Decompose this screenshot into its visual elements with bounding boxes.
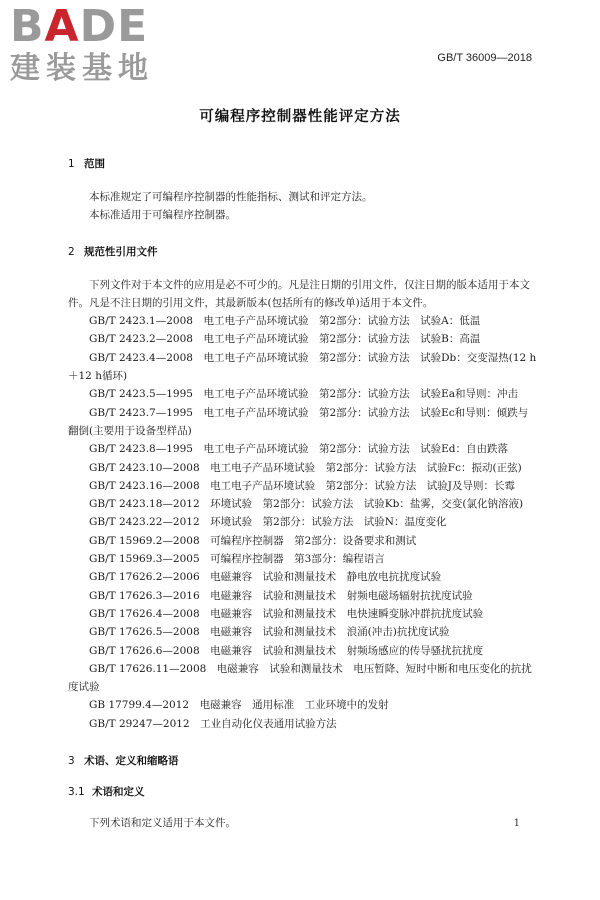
bade-logo — [10, 1, 180, 86]
reference-item: GB/T 2423.1—2008 电工电子产品环境试验 第2部分：试验方法 试验A：低温 — [89, 315, 481, 328]
reference-item: GB/T 2423.22—2012 环境试验 第2部分：试验方法 试验N：温度变化 — [89, 516, 447, 529]
document-title: 可编程序控制器性能评定方法 — [199, 109, 401, 125]
reference-item: GB/T 2423.18—2012 环境试验 第2部分：试验方法 试验Kb：盐雾，交变(氯化钠溶液) — [89, 498, 524, 511]
paragraph: 下列文件对于本文件的应用是必不可少的。凡是注日期的引用文件，仅注日期的版本适用于本文件。凡是不注日期的引用文件，其最新版本(包括所有的修改单)适用于本文件。 — [68, 278, 530, 309]
reference-item: GB/T 17626.5—2008 电磁兼容 试验和测量技术 浪涌(冲击)抗扰度试验 — [89, 626, 450, 639]
reference-item: GB/T 29247—2012 工业自动化仪表通用试验方法 — [89, 717, 337, 730]
reference-item: GB/T 17626.2—2006 电磁兼容 试验和测量技术 静电放电抗扰度试验 — [89, 571, 442, 584]
reference-item: GB/T 2423.4—2008 电工电子产品环境试验 第2部分：试验方法 试验Db：交变湿热(12 h＋12 h循环) — [68, 351, 537, 383]
reference-item: GB/T 15969.2—2008 可编程序控制器 第2部分：设备要求和测试 — [89, 534, 417, 547]
paragraph: 下列术语和定义适用于本文件。 — [89, 817, 236, 830]
page-number: 1 — [513, 818, 520, 829]
paragraph: 本标准规定了可编程序控制器的性能指标、测试和评定方法。 — [89, 191, 373, 203]
document-body — [68, 150, 538, 832]
section-heading-normative: 2 规范性引用文件 — [68, 245, 158, 258]
subsection-heading-terms-definitions: 3.1 术语和定义 — [68, 786, 145, 799]
reference-item: GB/T 2423.8—1995 电工电子产品环境试验 第2部分：试验方法 试验Ed：自由跌落 — [89, 443, 509, 456]
reference-item: GB/T 2423.7—1995 电工电子产品环境试验 第2部分：试验方法 试验Ec和导则：倾跌与翻倒(主要用于设备型样品) — [68, 406, 529, 437]
scope-paragraphs — [68, 188, 538, 225]
reference-list — [68, 276, 538, 733]
reference-item: GB/T 17626.11—2008 电磁兼容 试验和测量技术 电压暂降、短时中断和电压变化的抗扰度试验 — [68, 662, 532, 694]
reference-item: GB/T 17626.3—2016 电磁兼容 试验和测量技术 射频电磁场辐射抗扰度试验 — [89, 589, 473, 602]
reference-item: GB/T 17626.6—2008 电磁兼容 试验和测量技术 射频场感应的传导骚扰抗扰度 — [89, 644, 484, 657]
reference-item: GB/T 15969.3—2005 可编程序控制器 第3部分：编程语言 — [89, 553, 385, 566]
standard-code: GB/T 36009—2018 — [437, 52, 532, 64]
reference-item: GB/T 2423.5—1995 电工电子产品环境试验 第2部分：试验方法 试验Ea和导则：冲击 — [89, 388, 519, 401]
section-heading-terms: 3 术语、定义和缩略语 — [68, 755, 179, 768]
section-heading-scope: 1 范围 — [68, 158, 105, 170]
reference-item: GB/T 2423.2—2008 电工电子产品环境试验 第2部分：试验方法 试验B：高温 — [89, 333, 481, 346]
reference-item: GB 17799.4—2012 电磁兼容 通用标准 工业环境中的发射 — [89, 699, 389, 712]
reference-item: GB/T 2423.10—2008 电工电子产品环境试验 第2部分：试验方法 试验Fc：振动(正弦) — [89, 461, 522, 474]
paragraph: 本标准适用于可编程序控制器。 — [89, 209, 236, 222]
reference-item: GB/T 17626.4—2008 电磁兼容 试验和测量技术 电快速瞬变脉冲群抗扰度试验 — [89, 607, 484, 620]
logo-wordmark: BADE — [10, 1, 149, 52]
logo-subtitle: 建装基地 — [10, 51, 154, 86]
reference-item: GB/T 2423.16—2008 电工电子产品环境试验 第2部分：试验方法 试验J及导则：长霉 — [89, 479, 516, 492]
